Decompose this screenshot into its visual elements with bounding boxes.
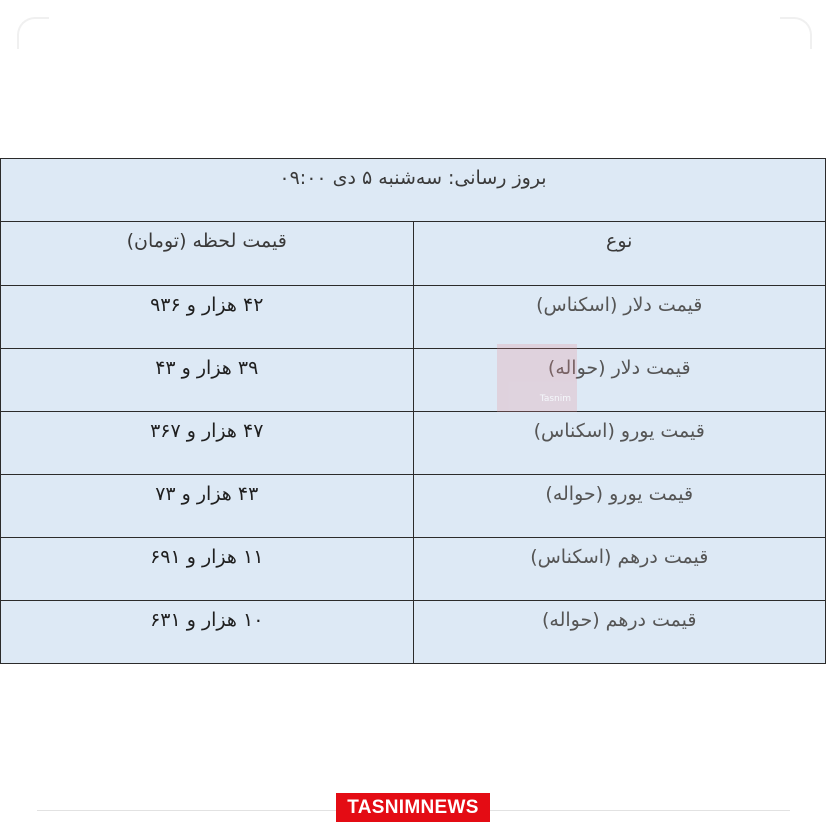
update-timestamp: بروز رسانی: سه‌شنبه ۵ دی ۰۹:۰۰	[279, 167, 547, 189]
price-value: ۱۱ هزار و ۶۹۱	[150, 546, 264, 568]
price-value-cell	[1, 538, 414, 601]
table-row	[1, 601, 826, 664]
table-row	[1, 349, 826, 412]
type-header-cell	[413, 222, 826, 286]
price-value: ۳۹ هزار و ۴۳	[155, 357, 259, 379]
currency-type-cell	[413, 349, 826, 412]
update-row	[1, 159, 826, 222]
currency-type-cell	[413, 538, 826, 601]
currency-type-cell	[413, 601, 826, 664]
table-row	[1, 286, 826, 349]
price-column-header: قیمت لحظه (تومان)	[126, 230, 287, 252]
frame-corner-top-left	[17, 17, 49, 49]
currency-type: قیمت دلار (اسکناس)	[536, 294, 703, 316]
price-value-cell	[1, 601, 414, 664]
price-value-cell	[1, 475, 414, 538]
currency-type: قیمت درهم (حواله)	[542, 609, 697, 631]
currency-type: قیمت درهم (اسکناس)	[530, 546, 709, 568]
watermark-logo	[497, 344, 577, 412]
table-row	[1, 412, 826, 475]
watermark-text: Tasnim	[539, 394, 571, 404]
table-row	[1, 538, 826, 601]
currency-type-cell	[413, 412, 826, 475]
price-value: ۱۰ هزار و ۶۳۱	[150, 609, 264, 631]
currency-type: قیمت دلار (حواله)	[547, 357, 691, 379]
frame-corner-top-right	[780, 17, 812, 49]
tasnim-news-logo: TASNIMNEWS	[336, 793, 490, 822]
price-header-cell	[1, 222, 414, 286]
price-value: ۴۷ هزار و ۳۶۷	[150, 420, 264, 442]
currency-type-cell	[413, 475, 826, 538]
currency-type: قیمت یورو (اسکناس)	[533, 420, 705, 442]
table-row	[1, 475, 826, 538]
update-cell	[1, 159, 826, 222]
price-value-cell	[1, 286, 414, 349]
price-value-cell	[1, 349, 414, 412]
price-value: ۴۲ هزار و ۹۳۶	[150, 294, 264, 316]
currency-type: قیمت یورو (حواله)	[545, 483, 694, 505]
currency-price-table	[0, 158, 826, 664]
currency-type-cell	[413, 286, 826, 349]
type-column-header: نوع	[606, 230, 633, 252]
price-value: ۴۳ هزار و ۷۳	[155, 483, 259, 505]
header-row	[1, 222, 826, 286]
price-value-cell	[1, 412, 414, 475]
